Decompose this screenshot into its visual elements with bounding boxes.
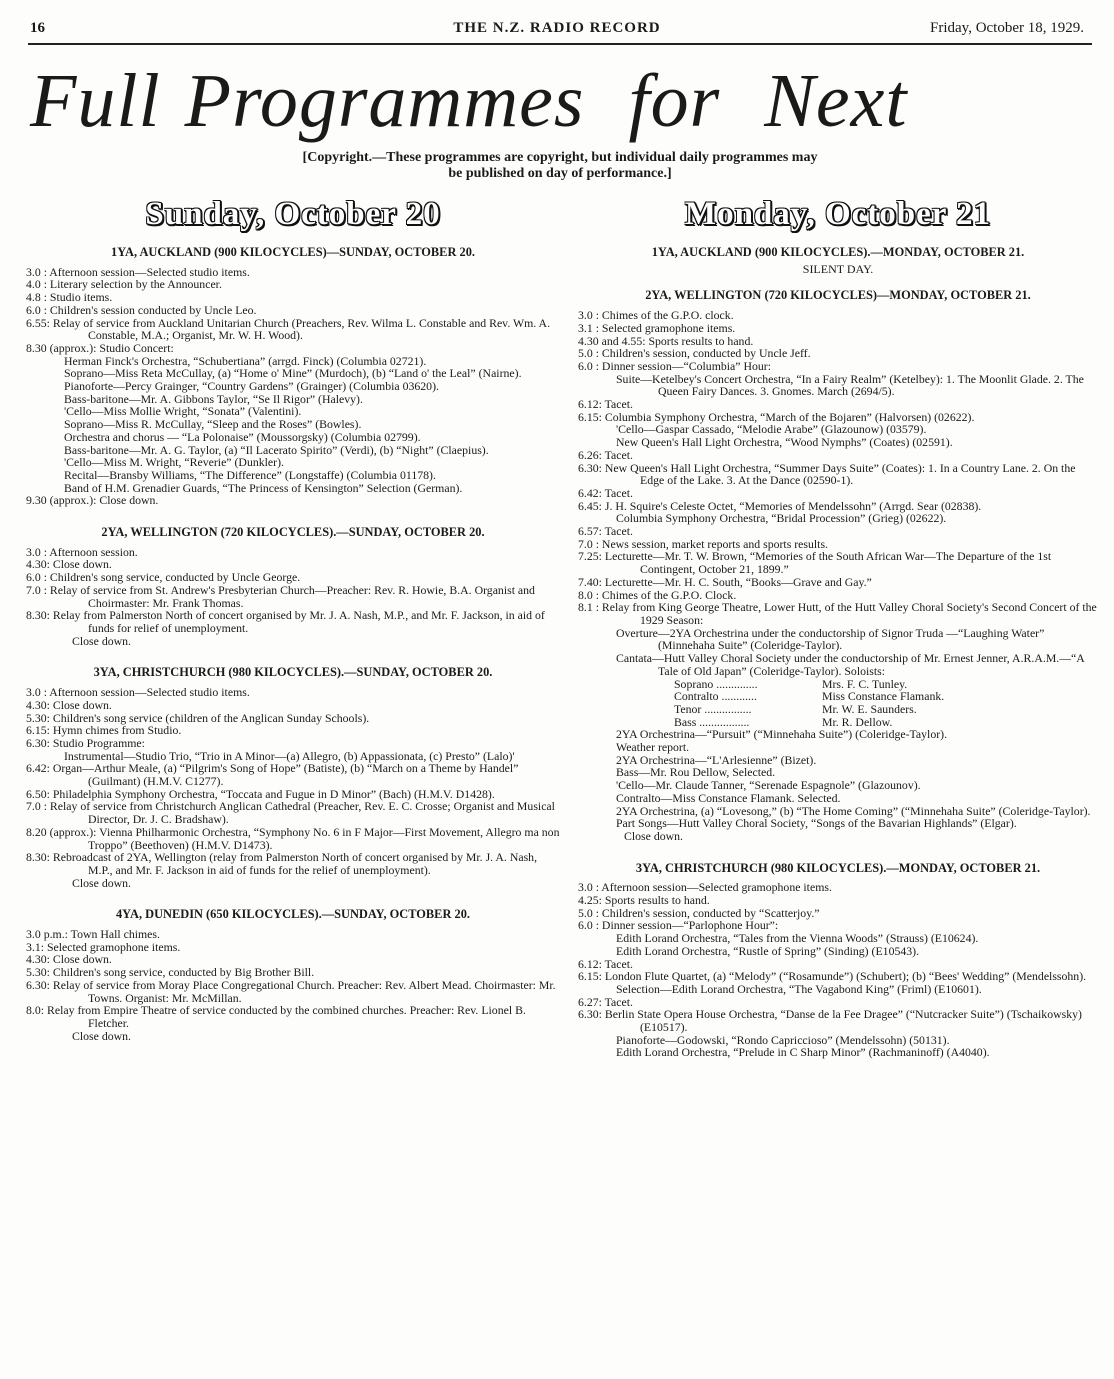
programme-entry: 5.0 : Children's session, conducted by “Scatterjoy.”	[578, 905, 820, 920]
programme-list	[26, 546, 560, 648]
programme-entry: 7.25: Lecturette—Mr. T. W. Brown, “Memories of the South African War—The Departure of the 1st Contingent, October 21, 1899.”	[578, 549, 1052, 577]
programme-entry: 6.57: Tacet.	[578, 524, 633, 539]
programme-entry: 6.0 : Children's session conducted by Uncle Leo.	[26, 302, 257, 317]
programme-entry: 5.0 : Children's session, conducted by Uncle Jeff.	[578, 346, 811, 361]
programme-entry: 6.0 : Dinner session—“Columbia” Hour:	[578, 358, 771, 373]
programme-entry: 6.45: J. H. Squire's Celeste Octet, “Memories of Mendelssohn” (Arrgd. Sear (02838).	[578, 498, 982, 513]
soloist-role: Soprano ..............	[674, 676, 758, 691]
station-heading: 2YA, WELLINGTON (720 KILOCYCLES).—SUNDAY, OCTOBER 20.	[101, 525, 485, 540]
programme-entry: Close down.	[72, 633, 131, 648]
programme-entry: New Queen's Hall Light Orchestra, “Wood Nymphs” (Coates) (02591).	[616, 435, 953, 450]
masthead-rule	[28, 43, 1092, 45]
programme-entry: 'Cello—Mr. Claude Tanner, “Serenade Espagnole” (Glazounov).	[616, 778, 921, 793]
programme-entry: 6.15: Columbia Symphony Orchestra, “March of the Bojaren” (Halvorsen) (02622).	[578, 409, 975, 424]
programme-entry: Cantata—Hutt Valley Choral Society under the conductorship of Mr. Ernest Jenner, A.R.A.M.—“A Tale of Old Japan” (Coleridge-Taylor). Soloists:	[616, 651, 1085, 678]
programme-entry: 3.1 : Selected gramophone items.	[578, 320, 736, 335]
day-heading: Monday, October 21	[684, 196, 992, 232]
programme-entry: Weather report.	[616, 740, 690, 755]
programme-entry: Edith Lorand Orchestra, “Rustle of Spring” (Sinding) (E10543).	[616, 943, 920, 958]
soloist-name: Mr. R. Dellow.	[822, 714, 893, 729]
programme-entry: 7.0 : News session, market reports and sports results.	[578, 536, 828, 551]
masthead	[30, 20, 1084, 44]
paper-title: THE N.Z. RADIO RECORD	[453, 20, 661, 36]
day-heading: Sunday, October 20	[145, 196, 441, 232]
programme-entry: 'Cello—Gaspar Cassado, “Melodie Arabe” (Glazounow) (03579).	[616, 422, 927, 437]
programme-entry: 4.30 and 4.55: Sports results to hand.	[578, 333, 754, 348]
monday-column	[578, 196, 1098, 1059]
programme-entry: 4.25: Sports results to hand.	[578, 893, 710, 908]
programme-entry: Close down.	[72, 875, 131, 890]
station-heading: 3YA, CHRISTCHURCH (980 KILOCYCLES).—MONDAY, OCTOBER 21.	[635, 860, 1041, 875]
programme-list	[26, 686, 560, 889]
programme-entry: 3.0 : Afternoon session—Selected studio items.	[26, 264, 250, 279]
programme-entry: 6.30: Studio Programme:	[26, 735, 145, 750]
programme-entry: 2YA Orchestrina—“Pursuit” (“Minnehaha Suite”) (Coleridge-Taylor).	[616, 727, 948, 742]
programme-entry: Bass-baritone—Mr. A. G. Taylor, (a) “Il Lacerato Spirito” (Verdi), (b) “Night” (Claepius).	[64, 442, 489, 457]
silent-day-note: SILENT DAY.	[802, 261, 874, 276]
programme-entry: 6.12: Tacet.	[578, 397, 633, 412]
programme-entry: Suite—Ketelbey's Concert Orchestra, “In a Fairy Realm” (Ketelbey): 1. The Moonlit Glade. 2. The Queen Fairy Dances. 3. Gnomes. March (2694/5).	[616, 371, 1084, 399]
page-headline	[30, 60, 907, 142]
programme-entry: Columbia Symphony Orchestra, “Bridal Procession” (Grieg) (02622).	[616, 511, 947, 526]
programme-entry: 9.30 (approx.): Close down.	[26, 493, 159, 508]
programme-entry: 6.30: Berlin State Opera House Orchestra, “Danse de la Fee Dragee” (“Nutcracker Suite”) (Tschaikowsky) (E10517).	[578, 1007, 1082, 1035]
programme-entry: 4.0 : Literary selection by the Announcer.	[26, 277, 222, 292]
programme-entry: 3.0 : Afternoon session—Selected gramophone items.	[578, 880, 832, 895]
programme-entry: Soprano—Miss Reta McCullay, (a) “Home o' Mine” (Murdoch), (b) “Land o' the Leal” (Nairne).	[64, 366, 522, 381]
programme-entry: Recital—Bransby Williams, “The Difference” (Longstaffe) (Columbia 01178).	[64, 467, 436, 482]
programme-entry: Pianoforte—Godowski, “Rondo Capriccioso” (Mendelssohn) (50131).	[616, 1032, 950, 1047]
programme-entry: 3.0 : Chimes of the G.P.O. clock.	[578, 308, 734, 323]
programme-entry: Selection—Edith Lorand Orchestra, “The Vagabond King” (Friml) (E10601).	[616, 981, 982, 996]
headline-word: for	[628, 59, 721, 143]
programme-entry: 4.30: Close down.	[26, 697, 112, 712]
programme-entry: Part Songs—Hutt Valley Choral Society, “Songs of the Bavarian Highlands” (Elgar).	[616, 816, 1017, 831]
programme-entry: 6.0 : Dinner session—“Parlophone Hour”:	[578, 918, 779, 933]
programme-entry: Bass—Mr. Rou Dellow, Selected.	[616, 765, 776, 780]
programme-entry: 6.26: Tacet.	[578, 447, 633, 462]
programme-entry: Edith Lorand Orchestra, “Tales from the Vienna Woods” (Strauss) (E10624).	[616, 931, 979, 946]
programme-entry: 6.42: Organ—Arthur Meale, (a) “Pilgrim's Song of Hope” (Batiste), (b) “March on a Theme by Handel” (Guilmant) (H.M.V. C1277).	[26, 761, 519, 789]
headline-word: Full	[30, 59, 161, 143]
soloist-role: Tenor ................	[674, 701, 752, 716]
programme-entry: 6.15: London Flute Quartet, (a) “Melody” (“Rosamunde”) (Schubert); (b) “Bees' Wedding” (Mendelssohn).	[578, 969, 1087, 984]
programme-list	[578, 881, 1098, 1059]
programme-entry: 7.0 : Relay of service from St. Andrew's Presbyterian Church—Preacher: Rev. R. Howie, B.A. Organist and Choirmaster: Mr. Frank Thomas.	[26, 582, 535, 610]
programme-entry: 'Cello—Miss Mollie Wright, “Sonata” (Valentini).	[64, 404, 302, 419]
station-heading: 1YA, AUCKLAND (900 KILOCYCLES)—SUNDAY, OCTOBER 20.	[111, 245, 475, 259]
programme-entry: 6.55: Relay of service from Auckland Unitarian Church (Preachers, Rev. Wilma L. Constable and Rev. Wm. A. Constable, M.A.; Organist, Mr. W. H. Wood).	[26, 315, 551, 343]
programme-list	[26, 928, 560, 1042]
programme-entry: 3.0 : Afternoon session.	[26, 544, 138, 559]
soloist-name: Mr. W. E. Saunders.	[822, 701, 917, 716]
programme-entry: 6.27: Tacet.	[578, 994, 633, 1009]
programme-entry: 8.0: Relay from Empire Theatre of service conducted by the combined churches. Preacher: Rev. Lionel B. Fletcher.	[26, 1003, 526, 1030]
programme-entry: Pianoforte—Percy Grainger, “Country Gardens” (Grainger) (Columbia 03620).	[64, 379, 439, 394]
programme-entry: Overture—2YA Orchestrina under the conductorship of Signor Truda —“Laughing Water” (Minnehaha Suite” (Coleridge-Taylor).	[616, 625, 1045, 653]
programme-entry: 8.0 : Chimes of the G.P.O. Clock.	[578, 587, 737, 602]
programme-entry: 8.1 : Relay from King George Theatre, Lower Hutt, of the Hutt Valley Choral Society's Second Concert of the 1929 Season:	[578, 600, 1097, 627]
soloist-row	[578, 703, 1098, 716]
issue-date: Friday, October 18, 1929.	[930, 20, 1084, 36]
programme-entry: 6.30: New Queen's Hall Light Orchestra, “Summer Days Suite” (Coates): 1. In a Country Lane. 2. On the Edge of the Lake. 3. At the Dance (02590-1).	[578, 460, 1076, 488]
station-heading: 2YA, WELLINGTON (720 KILOCYCLES)—MONDAY, OCTOBER 21.	[645, 288, 1031, 303]
programme-entry: Contralto—Miss Constance Flamank. Selected.	[616, 790, 841, 805]
programme-entry: 2YA Orchestrina—“L'Arlesienne” (Bizet).	[616, 752, 817, 767]
programme-entry: 6.12: Tacet.	[578, 956, 633, 971]
soloist-name: Mrs. F. C. Tunley.	[822, 676, 908, 691]
programme-entry: 8.30 (approx.): Studio Concert:	[26, 340, 174, 355]
programme-entry: 5.30: Children's song service (children of the Anglican Sunday Schools).	[26, 710, 370, 725]
programme-entry: Soprano—Miss R. McCullay, “Sleep and the Roses” (Bowles).	[64, 417, 362, 432]
station-heading: 4YA, DUNEDIN (650 KILOCYCLES).—SUNDAY, OCTOBER 20.	[115, 907, 470, 922]
programme-list	[578, 309, 1098, 677]
programme-entry: 'Cello—Miss M. Wright, “Reverie” (Dunkler).	[64, 455, 284, 470]
programme-entry: Band of H.M. Grenadier Guards, “The Princess of Kensington” Selection (German).	[64, 480, 463, 495]
soloist-role: Bass .................	[674, 714, 750, 729]
programme-entry: Close down.	[72, 1028, 131, 1043]
programme-entry: 3.1: Selected gramophone items.	[26, 939, 181, 954]
programme-list	[26, 266, 560, 507]
programme-entry: 3.0 p.m.: Town Hall chimes.	[26, 927, 160, 942]
programme-entry: 6.30: Relay of service from Moray Place Congregational Church. Preacher: Rev. Albert Mead. Choirmaster: Mr. Towns. Organist: Mr. McMillan.	[26, 977, 556, 1005]
station-heading: 3YA, CHRISTCHURCH (980 KILOCYCLES).—SUNDAY, OCTOBER 20.	[93, 665, 493, 680]
programme-entry: Edith Lorand Orchestra, “Prelude in C Sharp Minor” (Rachmaninoff) (A4040).	[616, 1045, 990, 1060]
programme-entry: 4.30: Close down.	[26, 952, 112, 967]
programme-entry: 4.30: Close down.	[26, 557, 112, 572]
programme-entry: 7.40: Lecturette—Mr. H. C. South, “Books—Grave and Gay.”	[578, 574, 872, 589]
programme-entry: 5.30: Children's song service, conducted by Big Brother Bill.	[26, 965, 315, 980]
programme-entry: Bass-baritone—Mr. A. Gibbons Taylor, “Se Il Rigor” (Halevy).	[64, 391, 363, 406]
programme-list	[578, 728, 1098, 842]
station-heading: 1YA, AUCKLAND (900 KILOCYCLES).—MONDAY, OCTOBER 21.	[651, 245, 1025, 259]
soloist-name: Miss Constance Flamank.	[822, 689, 945, 704]
programme-entry: 8.20 (approx.): Vienna Philharmonic Orchestra, “Symphony No. 6 in F Major—First Movement, Allegro ma non Troppo” (Beethoven) (H.M.V. D1473).	[26, 824, 560, 852]
headline-word: Next	[764, 59, 908, 143]
programme-entry: 6.42: Tacet.	[578, 485, 633, 500]
programme-entry: 6.0 : Children's song service, conducted by Uncle George.	[26, 570, 301, 585]
programme-entry: Close down.	[624, 828, 683, 843]
programme-entry: 2YA Orchestrina, (a) “Lovesong,” (b) “The Home Coming” (“Minnehaha Suite” (Coleridge-Taylor).	[616, 803, 1091, 818]
programme-entry: 8.30: Relay from Palmerston North of concert organised by Mr. J. A. Nash, M.P., and Mr. F. Jackson, in aid of funds for relief of unemployment.	[26, 608, 545, 635]
soloist-list	[578, 678, 1098, 729]
programme-entry: 4.8 : Studio items.	[26, 290, 113, 305]
programme-entry: 3.0 : Afternoon session—Selected studio items.	[26, 685, 250, 700]
programme-entry: 6.15: Hymn chimes from Studio.	[26, 723, 182, 738]
headline-word: Programmes	[184, 59, 585, 143]
soloist-row	[578, 690, 1098, 703]
page-number: 16	[30, 20, 45, 36]
programme-entry: Orchestra and chorus — “La Polonaise” (Moussorgsky) (Columbia 02799).	[64, 429, 421, 444]
programme-entry: 7.0 : Relay of service from Christchurch Anglican Cathedral (Preacher, Rev. E. C. Crosse; Organist and Musical Director, Dr. J. C. Bradshaw).	[26, 799, 555, 827]
programme-entry: 6.50: Philadelphia Symphony Orchestra, “Toccata and Fugue in D Minor” (Bach) (H.M.V. D1428).	[26, 786, 495, 801]
programme-entry: Herman Finck's Orchestra, “Schubertiana” (arrgd. Finck) (Columbia 02721).	[64, 353, 427, 368]
programme-entry: 8.30: Rebroadcast of 2YA, Wellington (relay from Palmerston North of concert organised by Mr. J. A. Nash, M.P., and Mr. F. Jackson in aid of funds for the relief of unemployment).	[26, 850, 538, 877]
soloist-role: Contralto ............	[674, 689, 757, 704]
sunday-column	[26, 196, 560, 1042]
programme-entry: Instrumental—Studio Trio, “Trio in A Minor—(a) Allegro, (b) Appassionata, (c) Presto” (Lalo)'	[64, 748, 515, 763]
copyright-notice: [Copyright.—These programmes are copyright, but individual daily programmes may be published on day of performance.]	[302, 150, 818, 181]
